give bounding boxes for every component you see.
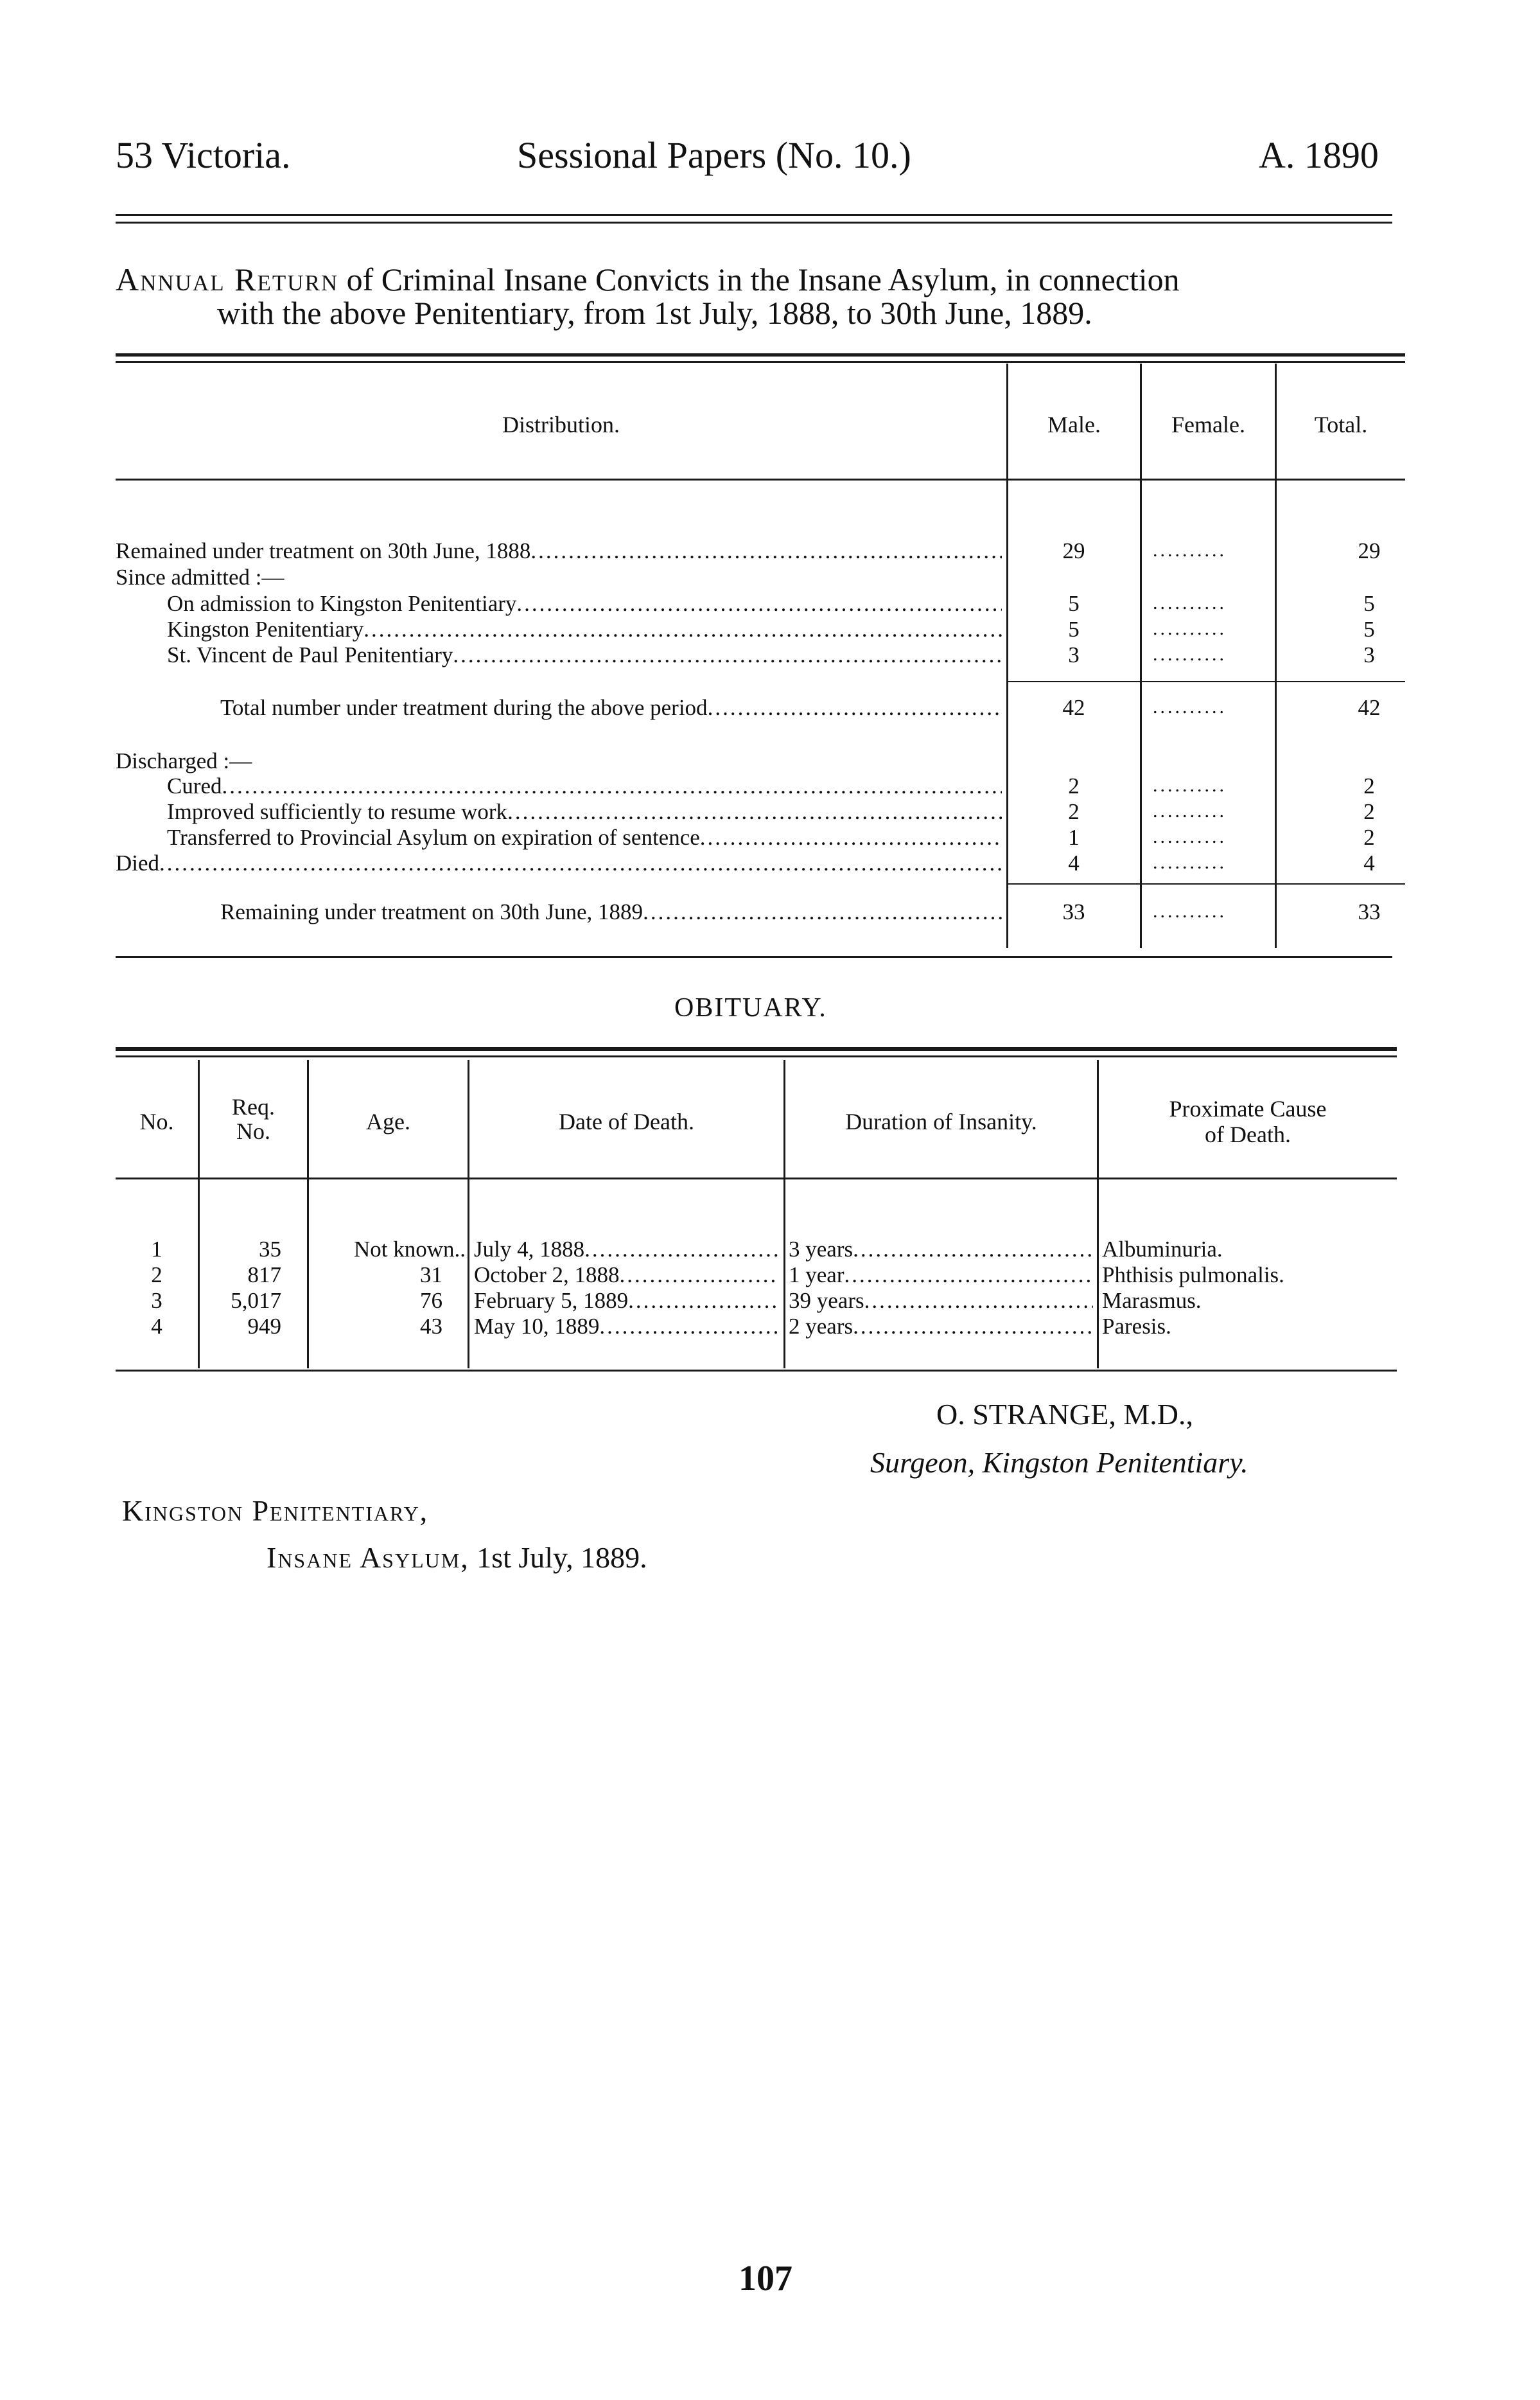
title-line-1 xyxy=(116,261,1180,298)
header-rule-2 xyxy=(116,222,1392,224)
obit-age: 76 xyxy=(420,1288,442,1313)
dist-row-male: 5 xyxy=(1068,591,1080,616)
obit-duration-text: 2 years xyxy=(789,1314,853,1339)
leader-dots xyxy=(363,617,1002,642)
dist-row-label: Cured xyxy=(167,773,222,799)
female-dots: .......... xyxy=(1153,826,1227,847)
dist-row xyxy=(167,825,1002,851)
obit-date-text: May 10, 1889 xyxy=(474,1314,600,1339)
dist-row-label: Died xyxy=(116,851,160,876)
obit-age: 31 xyxy=(420,1262,442,1287)
obit-cause: Albuminuria. xyxy=(1102,1237,1223,1262)
female-dots: .......... xyxy=(1153,592,1227,613)
leader-dots xyxy=(708,695,1002,721)
dist-row-total: 5 xyxy=(1363,591,1375,616)
signature-role: Surgeon, Kingston Penitentiary. xyxy=(870,1446,1248,1479)
female-dots: .......... xyxy=(1153,540,1227,561)
female-dots: .......... xyxy=(1153,696,1227,718)
obit-duration-text: 1 year xyxy=(789,1262,844,1287)
dist-bottom-rule xyxy=(116,956,1392,958)
obit-date-text: July 4, 1888 xyxy=(474,1237,585,1262)
leader-dots xyxy=(507,799,1002,825)
title-line-1-rest: of Criminal Insane Convicts in the Insane Asylum, in connection xyxy=(346,261,1180,297)
obit-duration-text: 3 years xyxy=(789,1237,853,1262)
leader-dots xyxy=(453,642,1002,668)
obit-cause: Paresis. xyxy=(1102,1314,1171,1339)
female-dots: .......... xyxy=(1153,852,1227,873)
obit-duration xyxy=(789,1314,1093,1339)
leader-dots xyxy=(516,591,1002,617)
female-dots: .......... xyxy=(1153,775,1227,796)
leader-dots xyxy=(619,1262,778,1288)
dist-col-divider-1 xyxy=(1006,364,1008,948)
dist-row xyxy=(167,642,1002,668)
dist-row-male: 33 xyxy=(1062,899,1085,924)
obit-duration xyxy=(789,1288,1093,1314)
leader-dots xyxy=(853,1237,1093,1262)
header-rule xyxy=(116,214,1392,216)
obit-age: Not known.. xyxy=(353,1237,466,1262)
dist-row-total: 2 xyxy=(1363,799,1375,824)
leader-dots xyxy=(159,851,1002,876)
obit-req: 949 xyxy=(247,1314,281,1339)
dist-row-total: 3 xyxy=(1363,642,1375,667)
dist-row-male: 42 xyxy=(1062,695,1085,720)
dist-col-divider-2 xyxy=(1140,364,1142,948)
leader-dots xyxy=(584,1237,778,1262)
dist-row-label: Improved sufficiently to resume work xyxy=(167,799,508,824)
obit-col-divider-4 xyxy=(783,1060,785,1368)
dist-header-rule xyxy=(116,479,1405,481)
obit-top-rule-2 xyxy=(116,1055,1397,1057)
dist-row-label: Total number under treatment during the above period xyxy=(220,695,708,720)
dist-row-male: 2 xyxy=(1068,799,1080,824)
female-dots: .......... xyxy=(1153,644,1227,665)
obit-no: 4 xyxy=(151,1314,162,1339)
dist-row xyxy=(167,773,1002,799)
dist-row-total: 42 xyxy=(1358,695,1381,720)
leader-dots xyxy=(700,825,1002,851)
obit-age: 43 xyxy=(420,1314,442,1339)
place-line-2 xyxy=(267,1540,647,1575)
dist-row-total: 4 xyxy=(1363,851,1375,876)
obit-header-duration: Duration of Insanity. xyxy=(845,1109,1037,1134)
obit-no: 3 xyxy=(151,1288,162,1313)
dist-row-label: Remained under treatment on 30th June, 1888 xyxy=(116,538,531,563)
dist-row-label: Kingston Penitentiary xyxy=(167,617,364,642)
dist-row-male: 29 xyxy=(1062,538,1085,563)
dist-row xyxy=(167,591,1002,617)
dist-row-male: 2 xyxy=(1068,773,1080,799)
obit-req: 5,017 xyxy=(231,1288,281,1313)
dist-row-label: Transferred to Provincial Asylum on expiration of sentence xyxy=(167,825,700,850)
total-rule xyxy=(1006,681,1405,682)
dist-row-label: Remaining under treatment on 30th June, 1889 xyxy=(220,899,643,924)
dist-row-male: 5 xyxy=(1068,617,1080,642)
dist-row-total: 2 xyxy=(1363,825,1375,850)
leader-dots xyxy=(864,1288,1093,1314)
place-line-2-name: Insane Asylum, xyxy=(267,1541,469,1574)
leader-dots xyxy=(530,538,1002,564)
leader-dots xyxy=(628,1288,778,1314)
title-line-2: with the above Penitentiary, from 1st July, 1888, to 30th June, 1889. xyxy=(217,295,1092,331)
place-line-1: Kingston Penitentiary, xyxy=(122,1494,429,1527)
dist-row-total: 2 xyxy=(1363,773,1375,799)
obit-req: 817 xyxy=(247,1262,281,1287)
dist-col-divider-3 xyxy=(1275,364,1277,948)
dist-header-distribution: Distribution. xyxy=(502,412,620,437)
female-dots: .......... xyxy=(1153,901,1227,922)
dist-row xyxy=(116,748,1002,774)
obit-header-cause-2: of Death. xyxy=(1205,1122,1291,1147)
dist-header-total: Total. xyxy=(1314,412,1368,437)
leader-dots xyxy=(853,1314,1093,1339)
obit-header-cause-1: Proximate Cause xyxy=(1169,1096,1327,1122)
obit-date-text: October 2, 1888 xyxy=(474,1262,620,1287)
dist-top-rule-2 xyxy=(116,361,1405,363)
obit-duration xyxy=(789,1262,1093,1288)
leader-dots xyxy=(599,1314,778,1339)
obit-header-age: Age. xyxy=(366,1109,410,1134)
obit-date xyxy=(474,1314,778,1339)
dist-row-male: 1 xyxy=(1068,825,1080,850)
obit-col-divider-3 xyxy=(468,1060,469,1368)
header-right: A. 1890 xyxy=(1259,134,1379,176)
obit-bottom-rule xyxy=(116,1370,1397,1372)
header-left: 53 Victoria. xyxy=(116,134,291,176)
dist-row-male: 3 xyxy=(1068,642,1080,667)
obit-date xyxy=(474,1237,778,1262)
header-center: Sessional Papers (No. 10.) xyxy=(517,134,911,176)
obituary-title: OBITUARY. xyxy=(674,993,827,1023)
dist-header-male: Male. xyxy=(1047,412,1101,437)
obit-duration xyxy=(789,1237,1093,1262)
obit-req: 35 xyxy=(259,1237,281,1262)
dist-row-total: 5 xyxy=(1363,617,1375,642)
obit-header-req-1: Req. xyxy=(232,1094,275,1120)
dist-row-remaining xyxy=(220,899,1002,925)
dist-row xyxy=(167,617,1002,642)
obit-no: 1 xyxy=(151,1237,162,1262)
female-dots: .......... xyxy=(1153,800,1227,822)
obit-date xyxy=(474,1288,778,1314)
place-line-2-date: 1st July, 1889. xyxy=(477,1541,647,1574)
obit-duration-text: 39 years xyxy=(789,1288,864,1313)
obit-top-rule xyxy=(116,1047,1397,1051)
dist-row-label: St. Vincent de Paul Penitentiary xyxy=(167,642,453,667)
page-number: 107 xyxy=(739,2259,792,2299)
dist-row-label: Since admitted :— xyxy=(116,565,284,590)
signature-name: O. STRANGE, M.D., xyxy=(936,1398,1193,1431)
dist-row xyxy=(116,851,1002,876)
dist-header-female: Female. xyxy=(1171,412,1245,437)
obit-header-date: Date of Death. xyxy=(559,1109,694,1134)
obit-date xyxy=(474,1262,778,1288)
dist-row-label: On admission to Kingston Penitentiary xyxy=(167,591,517,616)
dist-row xyxy=(167,799,1002,825)
obit-header-req-2: No. xyxy=(236,1118,270,1144)
dist-row-total: 33 xyxy=(1358,899,1381,924)
obit-date-text: February 5, 1889 xyxy=(474,1288,629,1313)
leader-dots xyxy=(643,899,1002,925)
dist-row xyxy=(116,538,1002,564)
dist-top-rule xyxy=(116,353,1405,357)
obit-header-no: No. xyxy=(139,1109,174,1134)
leader-dots xyxy=(844,1262,1093,1288)
title-lead: Annual Return xyxy=(116,261,339,297)
dist-row-label: Discharged :— xyxy=(116,748,252,773)
dist-row-total-treated xyxy=(220,695,1002,721)
dist-row xyxy=(116,565,1002,590)
dist-row-total: 29 xyxy=(1358,538,1381,563)
dist-row-male: 4 xyxy=(1068,851,1080,876)
remaining-rule xyxy=(1006,883,1405,885)
obit-cause: Phthisis pulmonalis. xyxy=(1102,1262,1284,1287)
female-dots: .......... xyxy=(1153,618,1227,639)
obit-no: 2 xyxy=(151,1262,162,1287)
leader-dots xyxy=(222,773,1002,799)
obit-cause: Marasmus. xyxy=(1102,1288,1202,1313)
